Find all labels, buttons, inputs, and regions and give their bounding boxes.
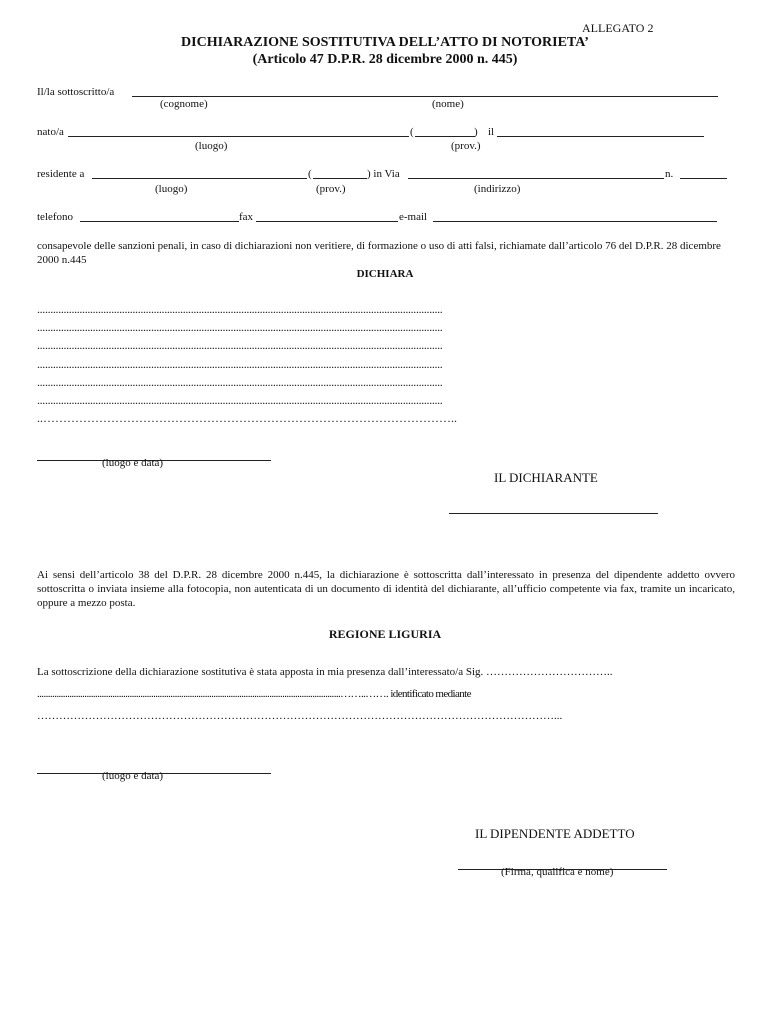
dotted-line: ......................................................................................................................................................... [37,374,443,389]
nato-prov-field[interactable] [415,136,475,137]
luogo-data-caption: (luogo e data) [102,457,164,469]
allegato-label: ALLEGATO 2 [582,21,654,35]
sottoscrizione-line-1: La sottoscrizione della dichiarazione sostitutiva è stata apposta in mia presenza dall’interessato/a Sig. …………………………….. [37,666,613,678]
cognome-caption: (cognome) [160,98,208,110]
ai-sensi-paragraph: Ai sensi dell’articolo 38 del D.P.R. 28 dicembre 2000 n.445, la dichiarazione è sottoscritta dall’interessato in presenza del dipendente addetto ovvero sottoscritta o inviata insieme alla fotocopia, non autenticata di un documento di identità del dichiarante, all’ufficio competente via fax, tramite un incaricato, oppure a mezzo posta. [37,569,735,609]
sottoscritto-field[interactable] [132,96,718,97]
sottoscritto-label: Il/la sottoscritto/a [37,86,115,98]
sottoscrizione-line-3[interactable]: ……………………………………………………………………………………………………………………………... [37,710,563,722]
telefono-field[interactable] [80,221,239,222]
prov-caption-2: (prov.) [316,183,346,195]
nato-luogo-field[interactable] [68,136,409,137]
residente-prov-field[interactable] [313,178,367,179]
nato-prov-open: ( [410,126,414,138]
dichiarante-signature-field[interactable] [449,513,658,514]
dotted-line: ......................................................................................................................................................... [37,393,443,408]
indirizzo-caption: (indirizzo) [474,183,521,195]
nome-caption: (nome) [432,98,464,110]
consapevole-paragraph: consapevole delle sanzioni penali, in caso di dichiarazioni non veritiere, di formazione o uso di atti falsi, richiamate dall’articolo 76 del D.P.R. 28 dicembre 2000 n.445 [37,240,721,266]
dotted-line: ......................................................................................................................................................... [37,338,443,353]
nato-prov-close: ) [474,126,478,138]
residente-label: residente a [37,168,85,180]
sottoscrizione-line-2[interactable]: .............................................................................................................................................……..……. identificato mediante [37,688,471,700]
dipendente-label: IL DIPENDENTE ADDETTO [475,826,635,841]
numero-label: n. [665,168,674,180]
firma-caption: (Firma, qualifica e nome) [501,866,614,878]
dichiara-heading: DICHIARA [356,268,414,280]
nato-label: nato/a [37,126,64,138]
il-label: il [488,126,495,138]
dotted-line: ......................................................................................................................................................... [37,302,443,316]
regione-heading: REGIONE LIGURIA [328,627,442,641]
indirizzo-field[interactable] [408,178,664,179]
telefono-label: telefono [37,211,74,223]
numero-field[interactable] [680,178,727,179]
dichiarazione-lines[interactable] [37,300,737,427]
residente-prov-open: ( [308,168,312,180]
in-via-label: ) in Via [367,168,400,180]
fax-field[interactable] [256,221,398,222]
residente-luogo-field[interactable] [92,178,307,179]
prov-caption: (prov.) [451,140,481,152]
luogo-caption-2: (luogo) [155,183,188,195]
email-field[interactable] [433,221,717,222]
email-label: e-mail [399,211,428,223]
luogo-data-caption-2: (luogo e data) [102,770,164,782]
dichiarante-label: IL DICHIARANTE [494,470,598,485]
document-title: DICHIARAZIONE SOSTITUTIVA DELL’ATTO DI NOTORIETA’ [181,35,589,50]
dotted-line: ..………………………………………………………………………………………….. [37,411,457,426]
luogo-caption: (luogo) [195,140,228,152]
fax-label: fax [239,211,254,223]
dotted-line: ......................................................................................................................................................... [37,356,443,371]
document-subtitle: (Articolo 47 D.P.R. 28 dicembre 2000 n. 445) [252,52,518,67]
data-nascita-field[interactable] [497,136,704,137]
dotted-line: ......................................................................................................................................................... [37,320,443,335]
